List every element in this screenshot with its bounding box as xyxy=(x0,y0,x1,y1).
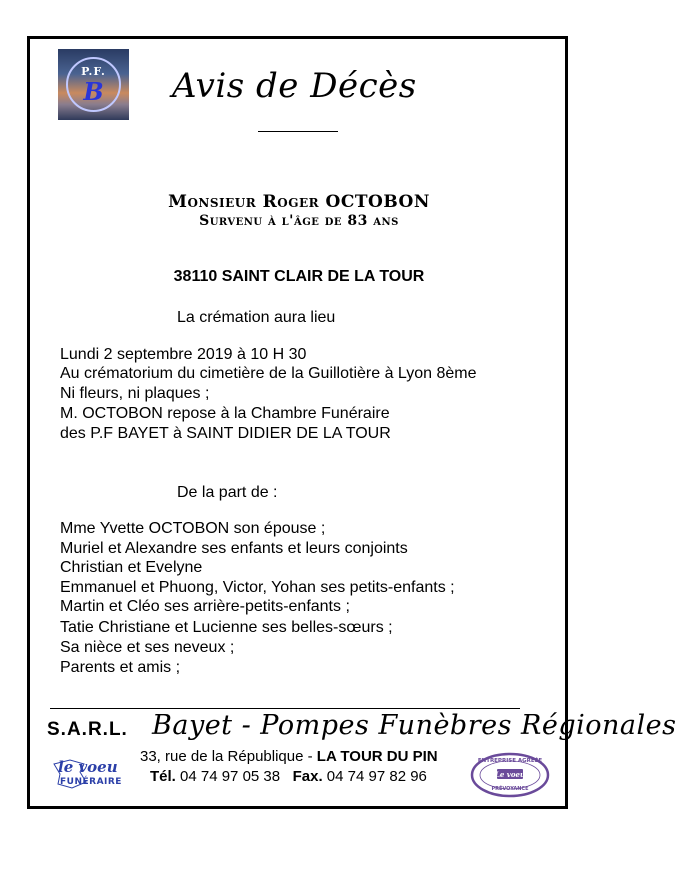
entreprise-agreee-seal xyxy=(470,752,550,798)
notice-title: Avis de Décès xyxy=(172,66,417,106)
tel-value: 04 74 97 05 38 xyxy=(175,768,281,785)
family-intro: De la part de : xyxy=(177,484,278,501)
pf-bayet-logo xyxy=(58,49,129,120)
logo-text-top: P.F. xyxy=(81,65,106,78)
address-street: 33, rue de la République - xyxy=(140,748,317,765)
deceased-age: Survenu à l'âge de 83 ans xyxy=(199,213,399,229)
seal-top-text: ENTREPRISE AGRÉÉE xyxy=(477,758,543,764)
family-line: Muriel et Alexandre ses enfants et leurs conjoints xyxy=(60,540,408,557)
fax-label: Fax. xyxy=(292,768,323,785)
ceremony-line: Lundi 2 septembre 2019 à 10 H 30 xyxy=(60,346,307,363)
logo-text-letter: B xyxy=(83,77,104,106)
ceremony-intro: La crémation aura lieu xyxy=(177,309,336,326)
ceremony-line: M. OCTOBON repose à la Chambre Funéraire xyxy=(60,405,390,422)
deceased-name: Monsieur Roger OCTOBON xyxy=(168,192,430,212)
logo-left-line1: le voeu xyxy=(58,758,118,776)
le-voeu-funeraire-logo xyxy=(50,756,130,792)
company-phone xyxy=(150,768,427,785)
ceremony-line: Au crématorium du cimetière de la Guillotière à Lyon 8ème xyxy=(60,365,477,382)
footer-divider xyxy=(50,708,520,709)
family-line: Sa nièce et ses neveux ; xyxy=(60,639,235,656)
seal-center-text: Le voeu xyxy=(494,770,526,779)
company-name: Bayet - Pompes Funèbres Régionales xyxy=(152,710,676,741)
seal-bottom-text: PRÉVOYANCE xyxy=(491,786,529,792)
family-line: Christian et Evelyne xyxy=(60,559,203,576)
family-line: Mme Yvette OCTOBON son épouse ; xyxy=(60,520,326,537)
family-line: Emmanuel et Phuong, Victor, Yohan ses petits-enfants ; xyxy=(60,579,455,596)
ceremony-line: des P.F BAYET à SAINT DIDIER DE LA TOUR xyxy=(60,425,391,442)
family-line: Parents et amis ; xyxy=(60,659,181,676)
deceased-location: 38110 SAINT CLAIR DE LA TOUR xyxy=(173,268,425,285)
company-legal-form: S.A.R.L. xyxy=(47,719,128,740)
family-line: Tatie Christiane et Lucienne ses belles-sœurs ; xyxy=(60,619,393,636)
company-address xyxy=(140,748,438,765)
tel-label: Tél. xyxy=(150,768,176,785)
logo-left-line2: FUNÉRAIRE xyxy=(60,777,122,787)
title-divider xyxy=(258,131,338,132)
fax-value: 04 74 97 82 96 xyxy=(322,768,427,785)
ceremony-line: Ni fleurs, ni plaques ; xyxy=(60,385,210,402)
address-city: LA TOUR DU PIN xyxy=(316,748,438,765)
family-line: Martin et Cléo ses arrière-petits-enfants ; xyxy=(60,598,350,615)
